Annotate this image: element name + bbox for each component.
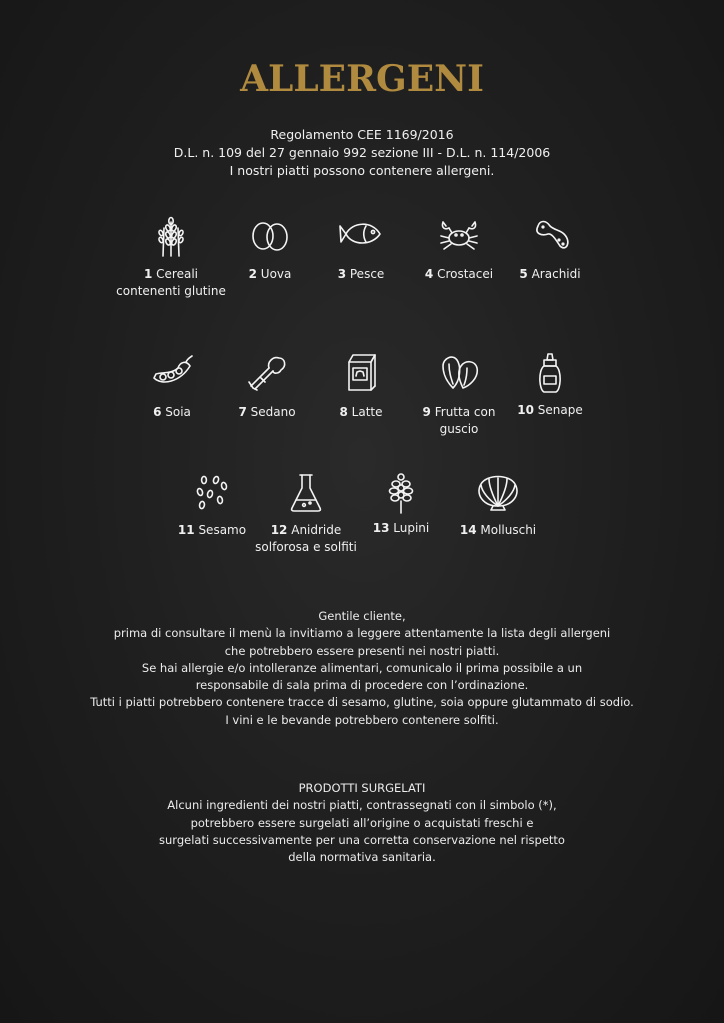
wheat-icon: [151, 216, 191, 258]
frozen-products-notice: [0, 780, 724, 866]
flask-icon: [288, 472, 324, 512]
notice-greeting: Gentile cliente,: [318, 609, 406, 623]
allergen-label: 2 Uova: [248, 267, 292, 281]
allergen-label: 9 Frutta con guscio: [422, 405, 496, 436]
lupin-icon: [386, 472, 416, 514]
allergen-item-pesce: [306, 216, 416, 283]
frozen-line: potrebbero essere surgelati all’origine o acquistati freschi e: [190, 815, 534, 830]
allergen-item-senape: [495, 352, 605, 419]
celery-icon: [245, 352, 289, 392]
frozen-heading: PRODOTTI SURGELATI: [298, 781, 426, 795]
regulation-line: Regolamento CEE 1169/2016: [270, 127, 454, 142]
allergen-label: 6 Soia: [153, 405, 191, 419]
allergen-label: 1 Cereali contenenti glutine: [116, 267, 226, 298]
notice-line: responsabile di sala prima di procedere con l’ordinazione.: [195, 678, 529, 693]
allergen-item-latte: [306, 352, 416, 421]
eggs-icon: [248, 216, 292, 252]
fish-icon: [338, 216, 384, 252]
intro-block: [0, 126, 724, 180]
allergen-item-cereali: [116, 216, 226, 300]
disclaimer-line: I nostri piatti possono contenere allergeni.: [229, 163, 495, 178]
allergen-label: 11 Sesamo: [177, 523, 247, 537]
allergen-item-molluschi: [443, 472, 553, 539]
allergen-label: 14 Molluschi: [459, 523, 537, 537]
peanut-icon: [530, 216, 570, 254]
customer-notice: [0, 608, 724, 729]
notice-line: I vini e le bevande potrebbero contenere solfiti.: [225, 712, 499, 727]
allergen-label: 8 Latte: [339, 405, 383, 419]
frozen-line: surgelati successivamente per una corretta conservazione nel rispetto: [159, 832, 565, 847]
allergen-label: 3 Pesce: [337, 267, 385, 281]
allergen-label: 5 Arachidi: [519, 267, 581, 281]
decree-line: D.L. n. 109 del 27 gennaio 992 sezione III - D.L. n. 114/2006: [173, 145, 551, 160]
allergen-item-arachidi: [495, 216, 605, 283]
allergen-label: 12 Anidride solforosa e solfiti: [255, 523, 357, 554]
allergen-label: 13 Lupini: [372, 521, 430, 535]
allergen-label: 10 Senape: [517, 403, 583, 417]
notice-line: che potrebbero essere presenti nei nostri piatti.: [224, 643, 500, 658]
frozen-line: della normativa sanitaria.: [288, 850, 436, 865]
notice-line: prima di consultare il menù la invitiamo a leggere attentamente la lista degli allergeni: [113, 626, 611, 641]
sesame-seeds-icon: [192, 472, 232, 512]
shell-icon: [473, 472, 523, 512]
allergen-item-soia: [117, 352, 227, 421]
allergen-item-anidride-solforosa: [251, 472, 361, 556]
crab-icon: [437, 216, 481, 256]
soybean-icon: [150, 352, 194, 392]
allergen-label: 7 Sedano: [238, 405, 296, 419]
nuts-icon: [437, 352, 481, 392]
mustard-jar-icon: [534, 352, 566, 394]
notice-line: Se hai allergie e/o intolleranze alimentari, comunicalo il prima possibile a un: [141, 660, 583, 675]
notice-line: Tutti i piatti potrebbero contenere tracce di sesamo, glutine, soia oppure glutammato di sodio.: [90, 695, 634, 710]
allergen-label: 4 Crostacei: [424, 267, 494, 281]
page-title: ALLERGENI: [240, 58, 484, 100]
allergen-item-lupini: [346, 472, 456, 537]
frozen-line: Alcuni ingredienti dei nostri piatti, contrassegnati con il simbolo (*),: [167, 798, 557, 813]
milk-carton-icon: [343, 352, 379, 392]
